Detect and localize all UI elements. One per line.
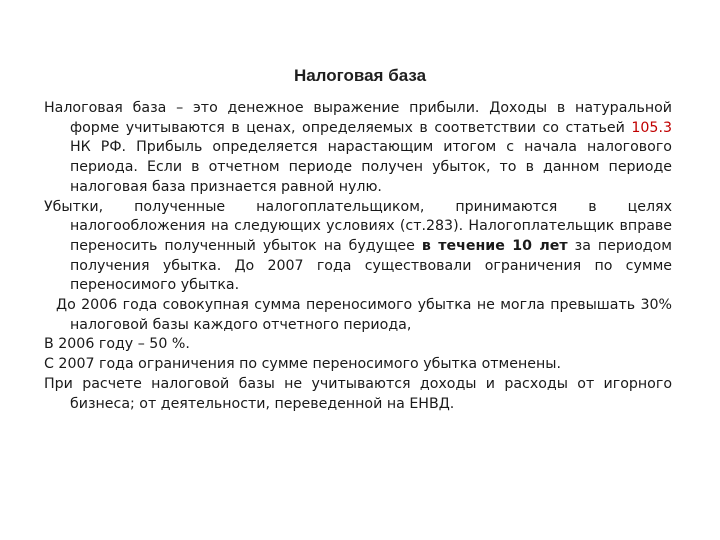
paragraph-2007: С 2007 года ограничения по сумме переносимого убытка отменены. — [44, 356, 561, 373]
paragraph-tax-base-definition — [44, 99, 672, 198]
paragraph-losses — [44, 198, 672, 297]
emphasis-ten-years: в течение 10 лет — [421, 237, 568, 254]
slide-body — [44, 99, 672, 414]
paragraph-exclusions: При расчете налоговой базы не учитываются доходы и расходы от игорного бизнеса; от деятельности, переведенной на ЕНВД. — [44, 375, 672, 412]
paragraph-before-2006: До 2006 года совокупная сумма переносимого убытка не могла превышать 30% налоговой базы каждого отчетного периода, — [56, 297, 672, 333]
paragraph-text: за периодом получения убытка. До 2007 года существовали ограничения по сумме переносимого убытка. — [70, 237, 672, 294]
article-reference-link[interactable]: 105.3 — [631, 119, 672, 136]
paragraph-text: НК РФ. Прибыль определяется нарастающим итогом с начала налогового периода. Если в отчетном периоде получен убыток, то в данном периоде налоговая база признается равной нулю. — [70, 139, 672, 195]
slide-title: Налоговая база — [293, 66, 427, 85]
paragraph-2006: В 2006 году – 50 %. — [44, 336, 190, 353]
paragraph-text: Убытки, полученные налогоплательщиком, принимаются в целях налогообложения на следующих условиях (ст.283). Налогоплательщик вправе переносить полученный убыток на будущее — [44, 198, 672, 254]
paragraph-text: Налоговая база – это денежное выражение прибыли. Доходы в натуральной форме учитываются в ценах, определяемых в соответствии со статьей — [44, 100, 672, 136]
